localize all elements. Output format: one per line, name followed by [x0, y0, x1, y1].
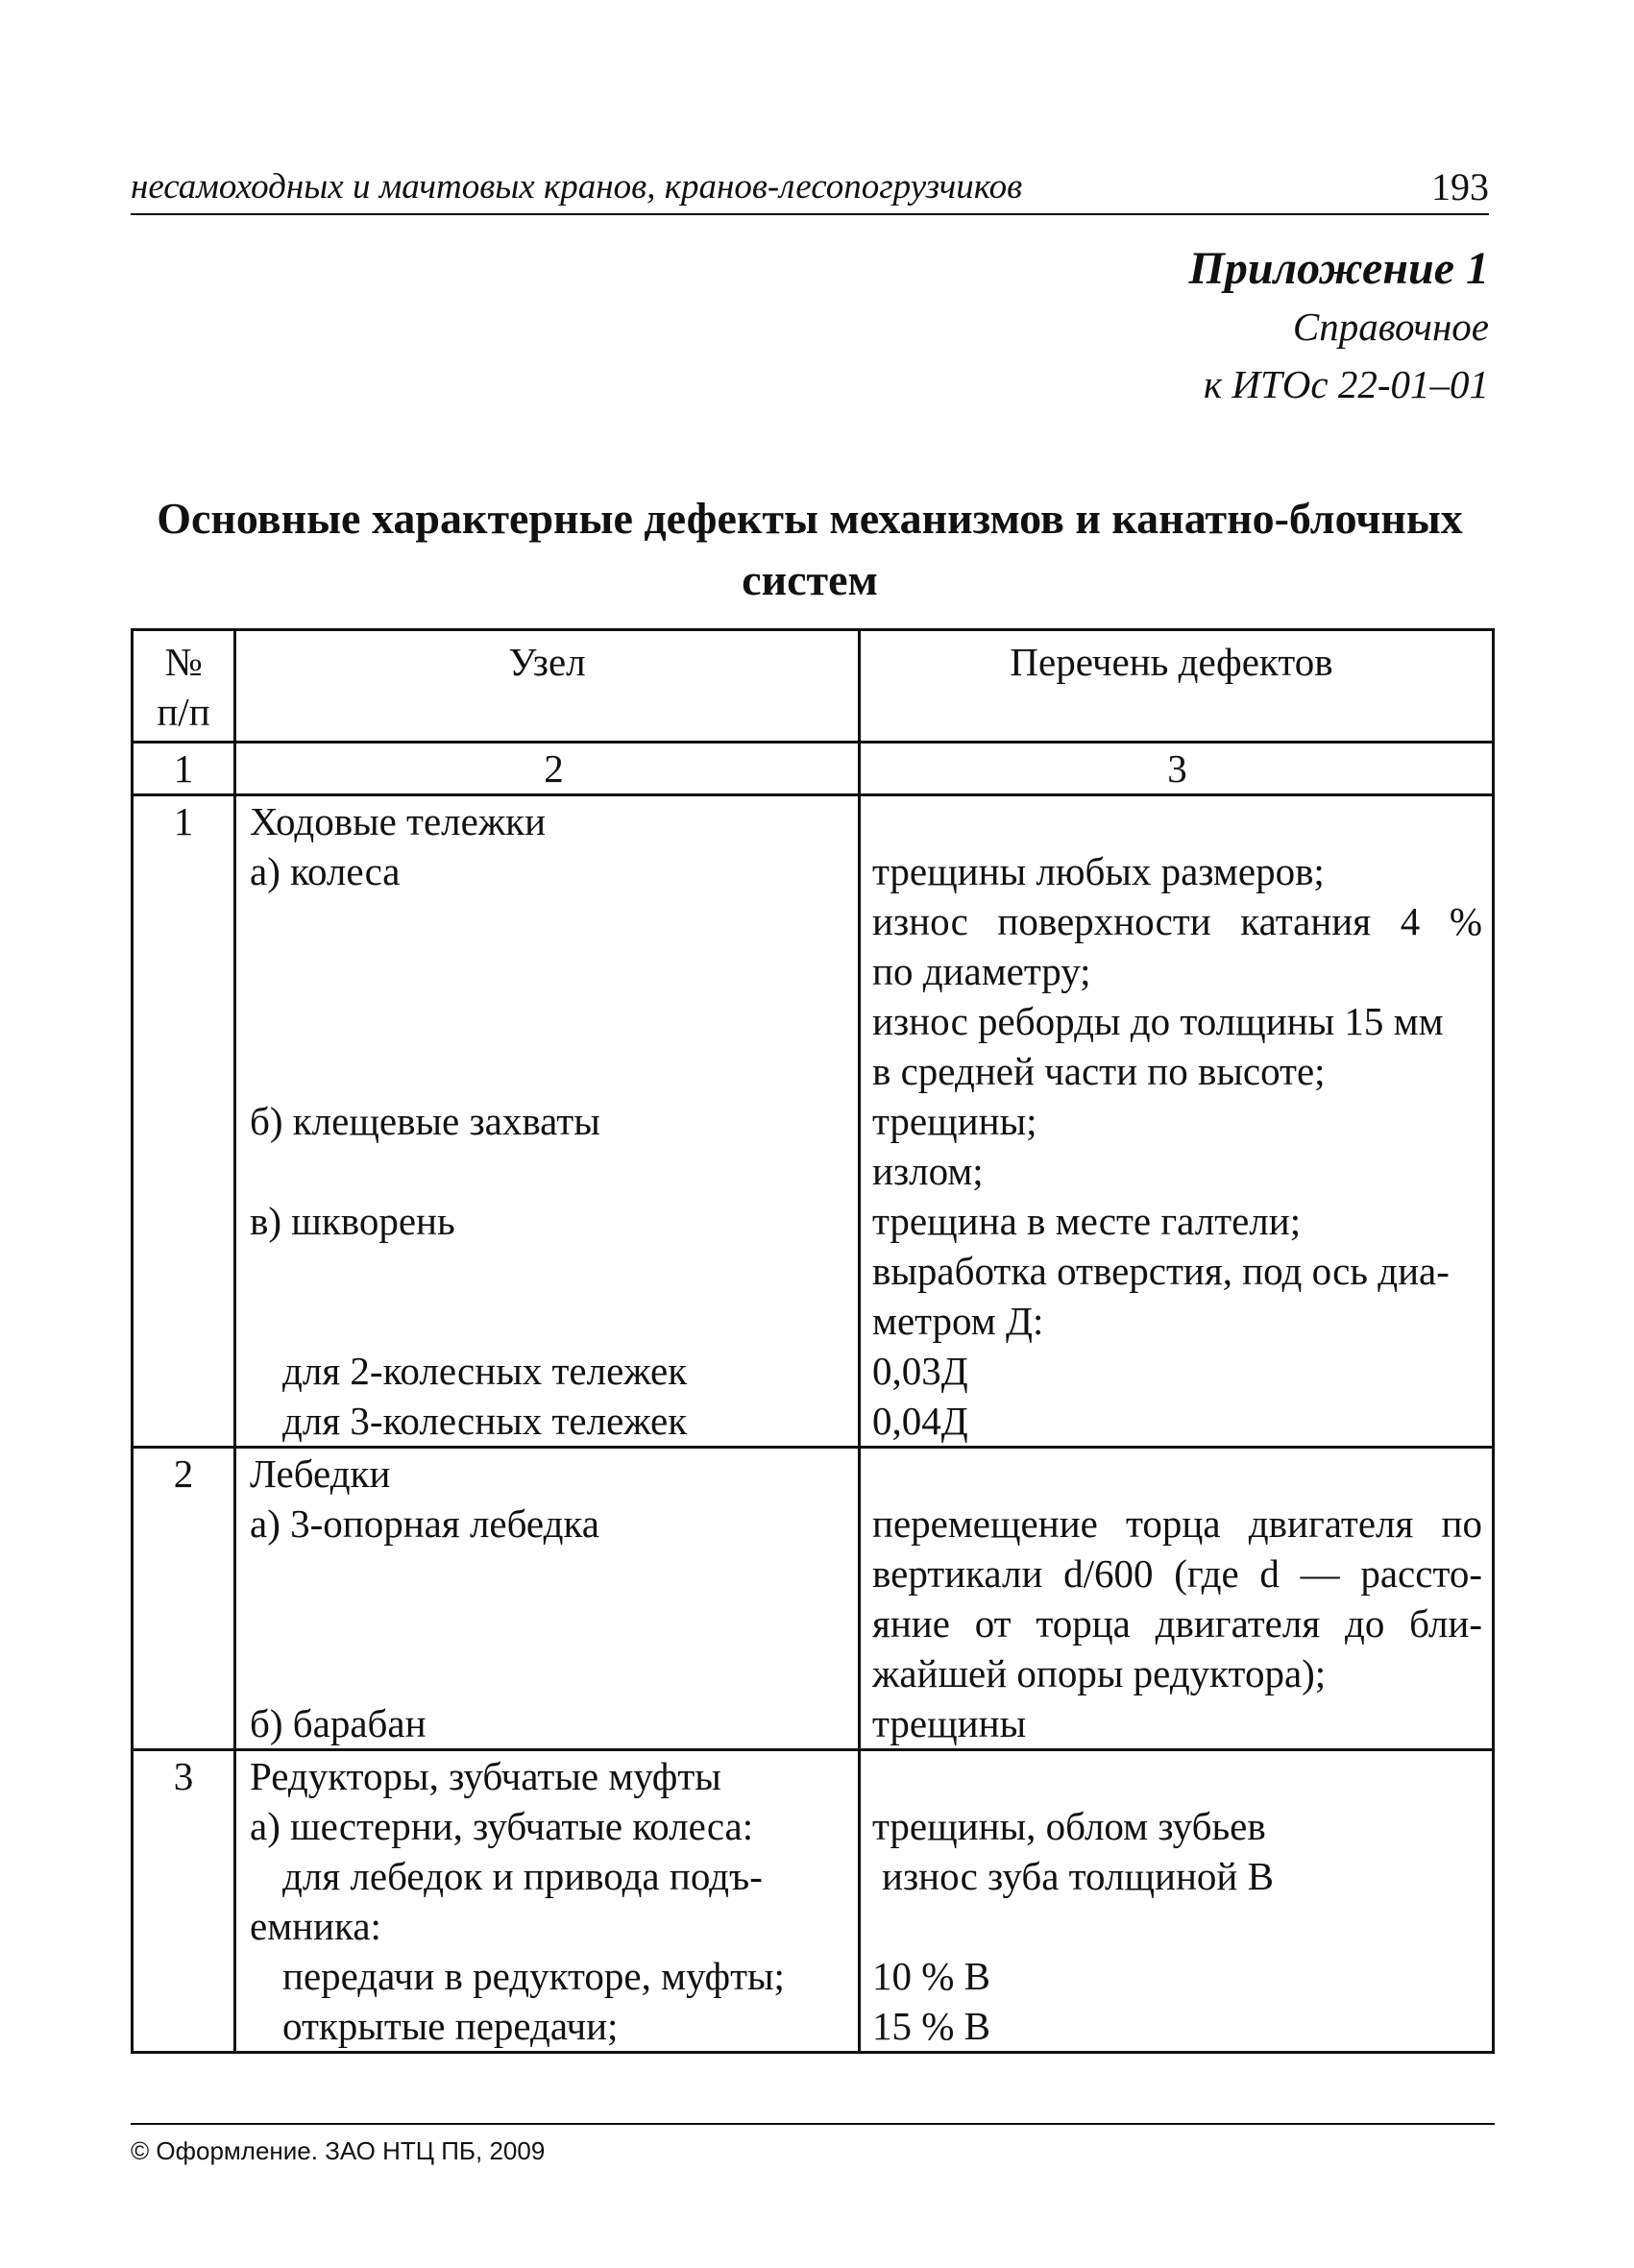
table-row — [133, 1448, 1494, 1750]
defect-line: трещины; — [872, 1099, 1037, 1143]
defects-cell — [860, 795, 1494, 1448]
column-number: 1 — [133, 743, 235, 795]
defect-line: 0,04Д — [872, 1399, 968, 1443]
unit-line: а) 3-опорная лебедка — [250, 1501, 599, 1546]
unit-line — [250, 1296, 858, 1346]
defect-line: выработка отверстия, под ось диа- — [872, 1249, 1450, 1293]
defect-line: в средней части по высоте; — [872, 1049, 1326, 1093]
defect-line: метром Д: — [872, 1299, 1044, 1343]
footer-copyright: © Оформление. ЗАО НТЦ ПБ, 2009 — [131, 2136, 546, 2165]
appendix-type: Справочное — [1292, 305, 1489, 349]
defect-line: по диаметру; — [872, 949, 1091, 993]
unit-line — [250, 1598, 858, 1648]
running-title: несамоходных и мачтовых кранов, кранов-лесопогрузчиков — [131, 167, 1023, 207]
unit-line: б) клещевые захваты — [250, 1099, 600, 1143]
unit-cell — [235, 795, 860, 1448]
header-defects-cell: Перечень дефектов — [860, 630, 1494, 743]
defect-line — [872, 1449, 1482, 1499]
unit-line: Лебедки — [250, 1451, 391, 1496]
unit-line — [250, 1046, 858, 1096]
unit-line: передачи в редукторе, муфты; — [282, 1954, 785, 1998]
defect-line: жайшей опоры редуктора); — [872, 1651, 1327, 1695]
unit-cell — [235, 1448, 860, 1750]
unit-line: а) шестерни, зубчатые колеса: — [250, 1804, 754, 1848]
defect-line: трещины, облом зубьев — [872, 1804, 1266, 1848]
unit-line: для 2-колесных тележек — [282, 1349, 688, 1393]
table-header-row — [133, 630, 1494, 743]
unit-line — [250, 996, 858, 1046]
column-number: 2 — [235, 743, 860, 795]
defect-line: излом; — [872, 1149, 984, 1193]
appendix-title: Приложение 1 — [1188, 243, 1489, 294]
defects-cell — [860, 1750, 1494, 2053]
row-number: 3 — [133, 1750, 235, 2053]
defect-line — [872, 1901, 1482, 1951]
defect-line: трещина в месте галтели; — [872, 1199, 1302, 1243]
unit-line — [250, 1246, 858, 1296]
header-num-cell — [133, 630, 235, 743]
defect-line: трещины любых размеров; — [872, 849, 1325, 893]
defects-cell — [860, 1448, 1494, 1750]
defect-line: перемещение торца двигателя по — [872, 1501, 1482, 1546]
defect-line: износ поверхности катания 4 % — [872, 899, 1482, 943]
table-row — [133, 1750, 1494, 2053]
document-title-line2: систем — [742, 555, 878, 604]
defects-table — [131, 628, 1495, 2054]
running-header — [131, 165, 1489, 215]
unit-line: емника: — [250, 1904, 381, 1948]
row-number: 2 — [133, 1448, 235, 1750]
header-unit-cell: Узел — [235, 630, 860, 743]
unit-line: для 3-колесных тележек — [282, 1399, 688, 1443]
document-title — [131, 488, 1489, 611]
defect-line: 0,03Д — [872, 1349, 968, 1393]
unit-line: в) шкворень — [250, 1199, 455, 1243]
footer-divider — [131, 2123, 1495, 2125]
table-row — [133, 795, 1494, 1448]
defect-line: яние от торца двигателя до бли- — [872, 1601, 1482, 1646]
unit-line — [250, 1549, 858, 1598]
defect-line: 10 % В — [872, 1954, 990, 1998]
unit-line: Редукторы, зубчатые муфты — [250, 1754, 721, 1798]
defect-line: износ зуба толщиной B — [882, 1854, 1274, 1898]
unit-line — [250, 1146, 858, 1196]
unit-line — [250, 946, 858, 996]
defect-line: 15 % В — [872, 2004, 990, 2048]
unit-cell — [235, 1750, 860, 2053]
unit-line: Ходовые тележки — [250, 799, 547, 843]
defect-line: износ реборды до толщины 15 мм — [872, 999, 1444, 1043]
unit-line — [250, 1648, 858, 1698]
page-number: 193 — [1431, 165, 1489, 208]
header-num-line2: п/п — [157, 690, 210, 734]
appendix-reference: к ИТОс 22-01–01 — [1203, 362, 1489, 406]
defect-line: вертикали d/600 (где d — рассто- — [872, 1551, 1482, 1596]
appendix-block — [1189, 240, 1490, 413]
unit-line: открытые передачи; — [282, 2004, 619, 2048]
defect-line — [872, 1751, 1482, 1801]
unit-line: а) колеса — [250, 849, 401, 893]
row-number: 1 — [133, 795, 235, 1448]
defect-line: трещины — [872, 1701, 1027, 1745]
column-number-row — [133, 743, 1494, 795]
header-num-line1: № — [164, 640, 203, 684]
document-title-line1: Основные характерные дефекты механизмов и канатно-блочных — [157, 494, 1463, 543]
defect-line — [872, 796, 1482, 846]
column-number: 3 — [860, 743, 1494, 795]
unit-line: для лебедок и привода подъ- — [282, 1854, 763, 1898]
unit-line: б) барабан — [250, 1701, 427, 1745]
unit-line — [250, 896, 858, 946]
